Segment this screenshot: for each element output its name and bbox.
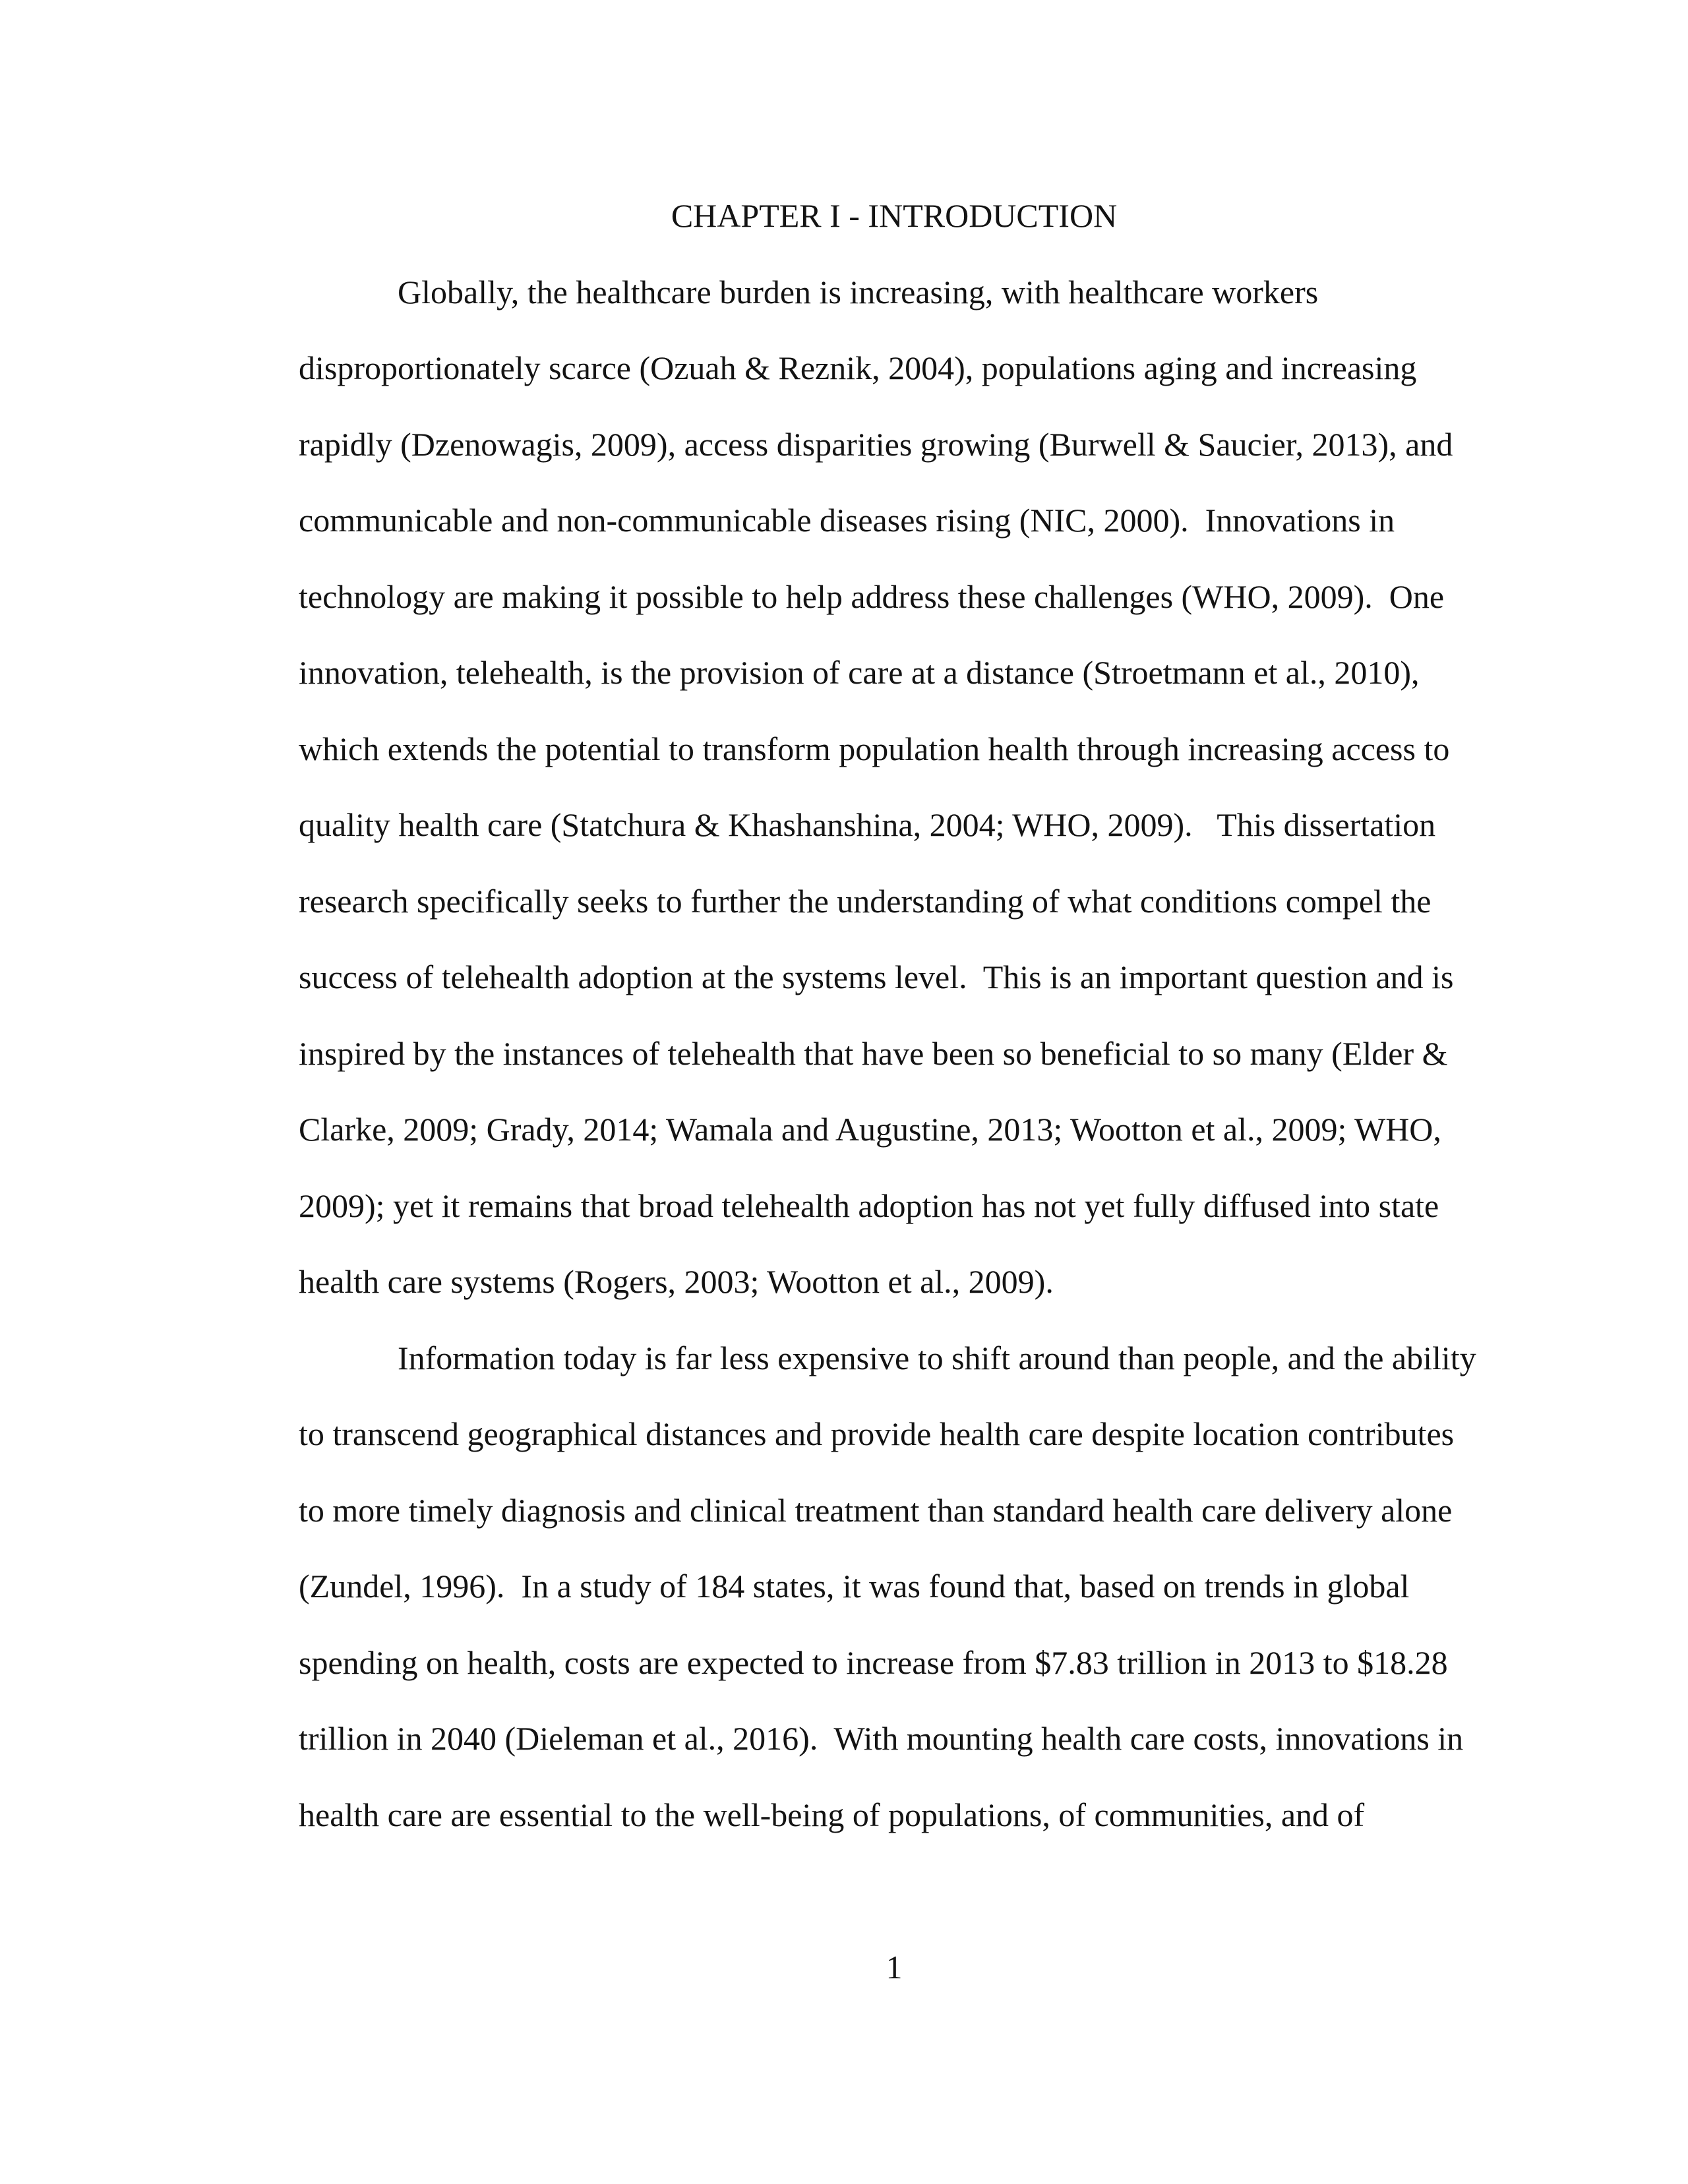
text-line: disproportionately scarce (Ozuah & Reznik, 2004), populations aging and increasing <box>299 349 1417 386</box>
text-line: innovation, telehealth, is the provision of care at a distance (Stroetmann et al., 2010), <box>299 654 1420 691</box>
text-line: 2009); yet it remains that broad telehealth adoption has not yet fully diffused into state <box>299 1187 1439 1224</box>
text-line: inspired by the instances of telehealth that have been so beneficial to so many (Elder & <box>299 1034 1448 1072</box>
text-line: trillion in 2040 (Dieleman et al., 2016). With mounting health care costs, innovations in <box>299 1720 1464 1757</box>
paragraph <box>299 1320 1490 1854</box>
text-line: spending on health, costs are expected to increase from $7.83 trillion in 2013 to $18.28 <box>299 1643 1448 1681</box>
text-line: success of telehealth adoption at the systems level. This is an important question and is <box>299 959 1454 995</box>
text-line: technology are making it possible to help address these challenges (WHO, 2009). One <box>299 577 1445 615</box>
text-line: to more timely diagnosis and clinical treatment than standard health care delivery alone <box>299 1491 1453 1529</box>
text-line: communicable and non-communicable diseases rising (NIC, 2000). Innovations in <box>299 502 1395 539</box>
text-line: Globally, the healthcare burden is increasing, with healthcare workers <box>398 273 1319 310</box>
text-line: Information today is far less expensive to shift around than people, and the ability <box>398 1339 1476 1376</box>
paragraph <box>299 254 1490 1320</box>
blank-line <box>299 1853 1490 1930</box>
text-line: health care systems (Rogers, 2003; Wootton et al., 2009). <box>299 1263 1054 1300</box>
text-line: rapidly (Dzenowagis, 2009), access disparities growing (Burwell & Saucier, 2013), and <box>299 425 1453 463</box>
text-column <box>299 178 1490 2005</box>
text-line: Clarke, 2009; Grady, 2014; Wamala and Augustine, 2013; Wootton et al., 2009; WHO, <box>299 1111 1441 1148</box>
text-line: to transcend geographical distances and provide health care despite location contributes <box>299 1415 1455 1452</box>
page-number: 1 <box>886 1948 903 1986</box>
chapter-title: CHAPTER I - INTRODUCTION <box>671 197 1118 234</box>
text-line: health care are essential to the well-being of populations, of communities, and of <box>299 1796 1365 1833</box>
text-line: which extends the potential to transform population health through increasing access to <box>299 730 1450 767</box>
text-line: research specifically seeks to further the understanding of what conditions compel the <box>299 882 1432 920</box>
text-line: (Zundel, 1996). In a study of 184 states, it was found that, based on trends in global <box>299 1568 1410 1605</box>
text-line: quality health care (Statchura & Khashanshina, 2004; WHO, 2009). This dissertation <box>299 806 1436 843</box>
